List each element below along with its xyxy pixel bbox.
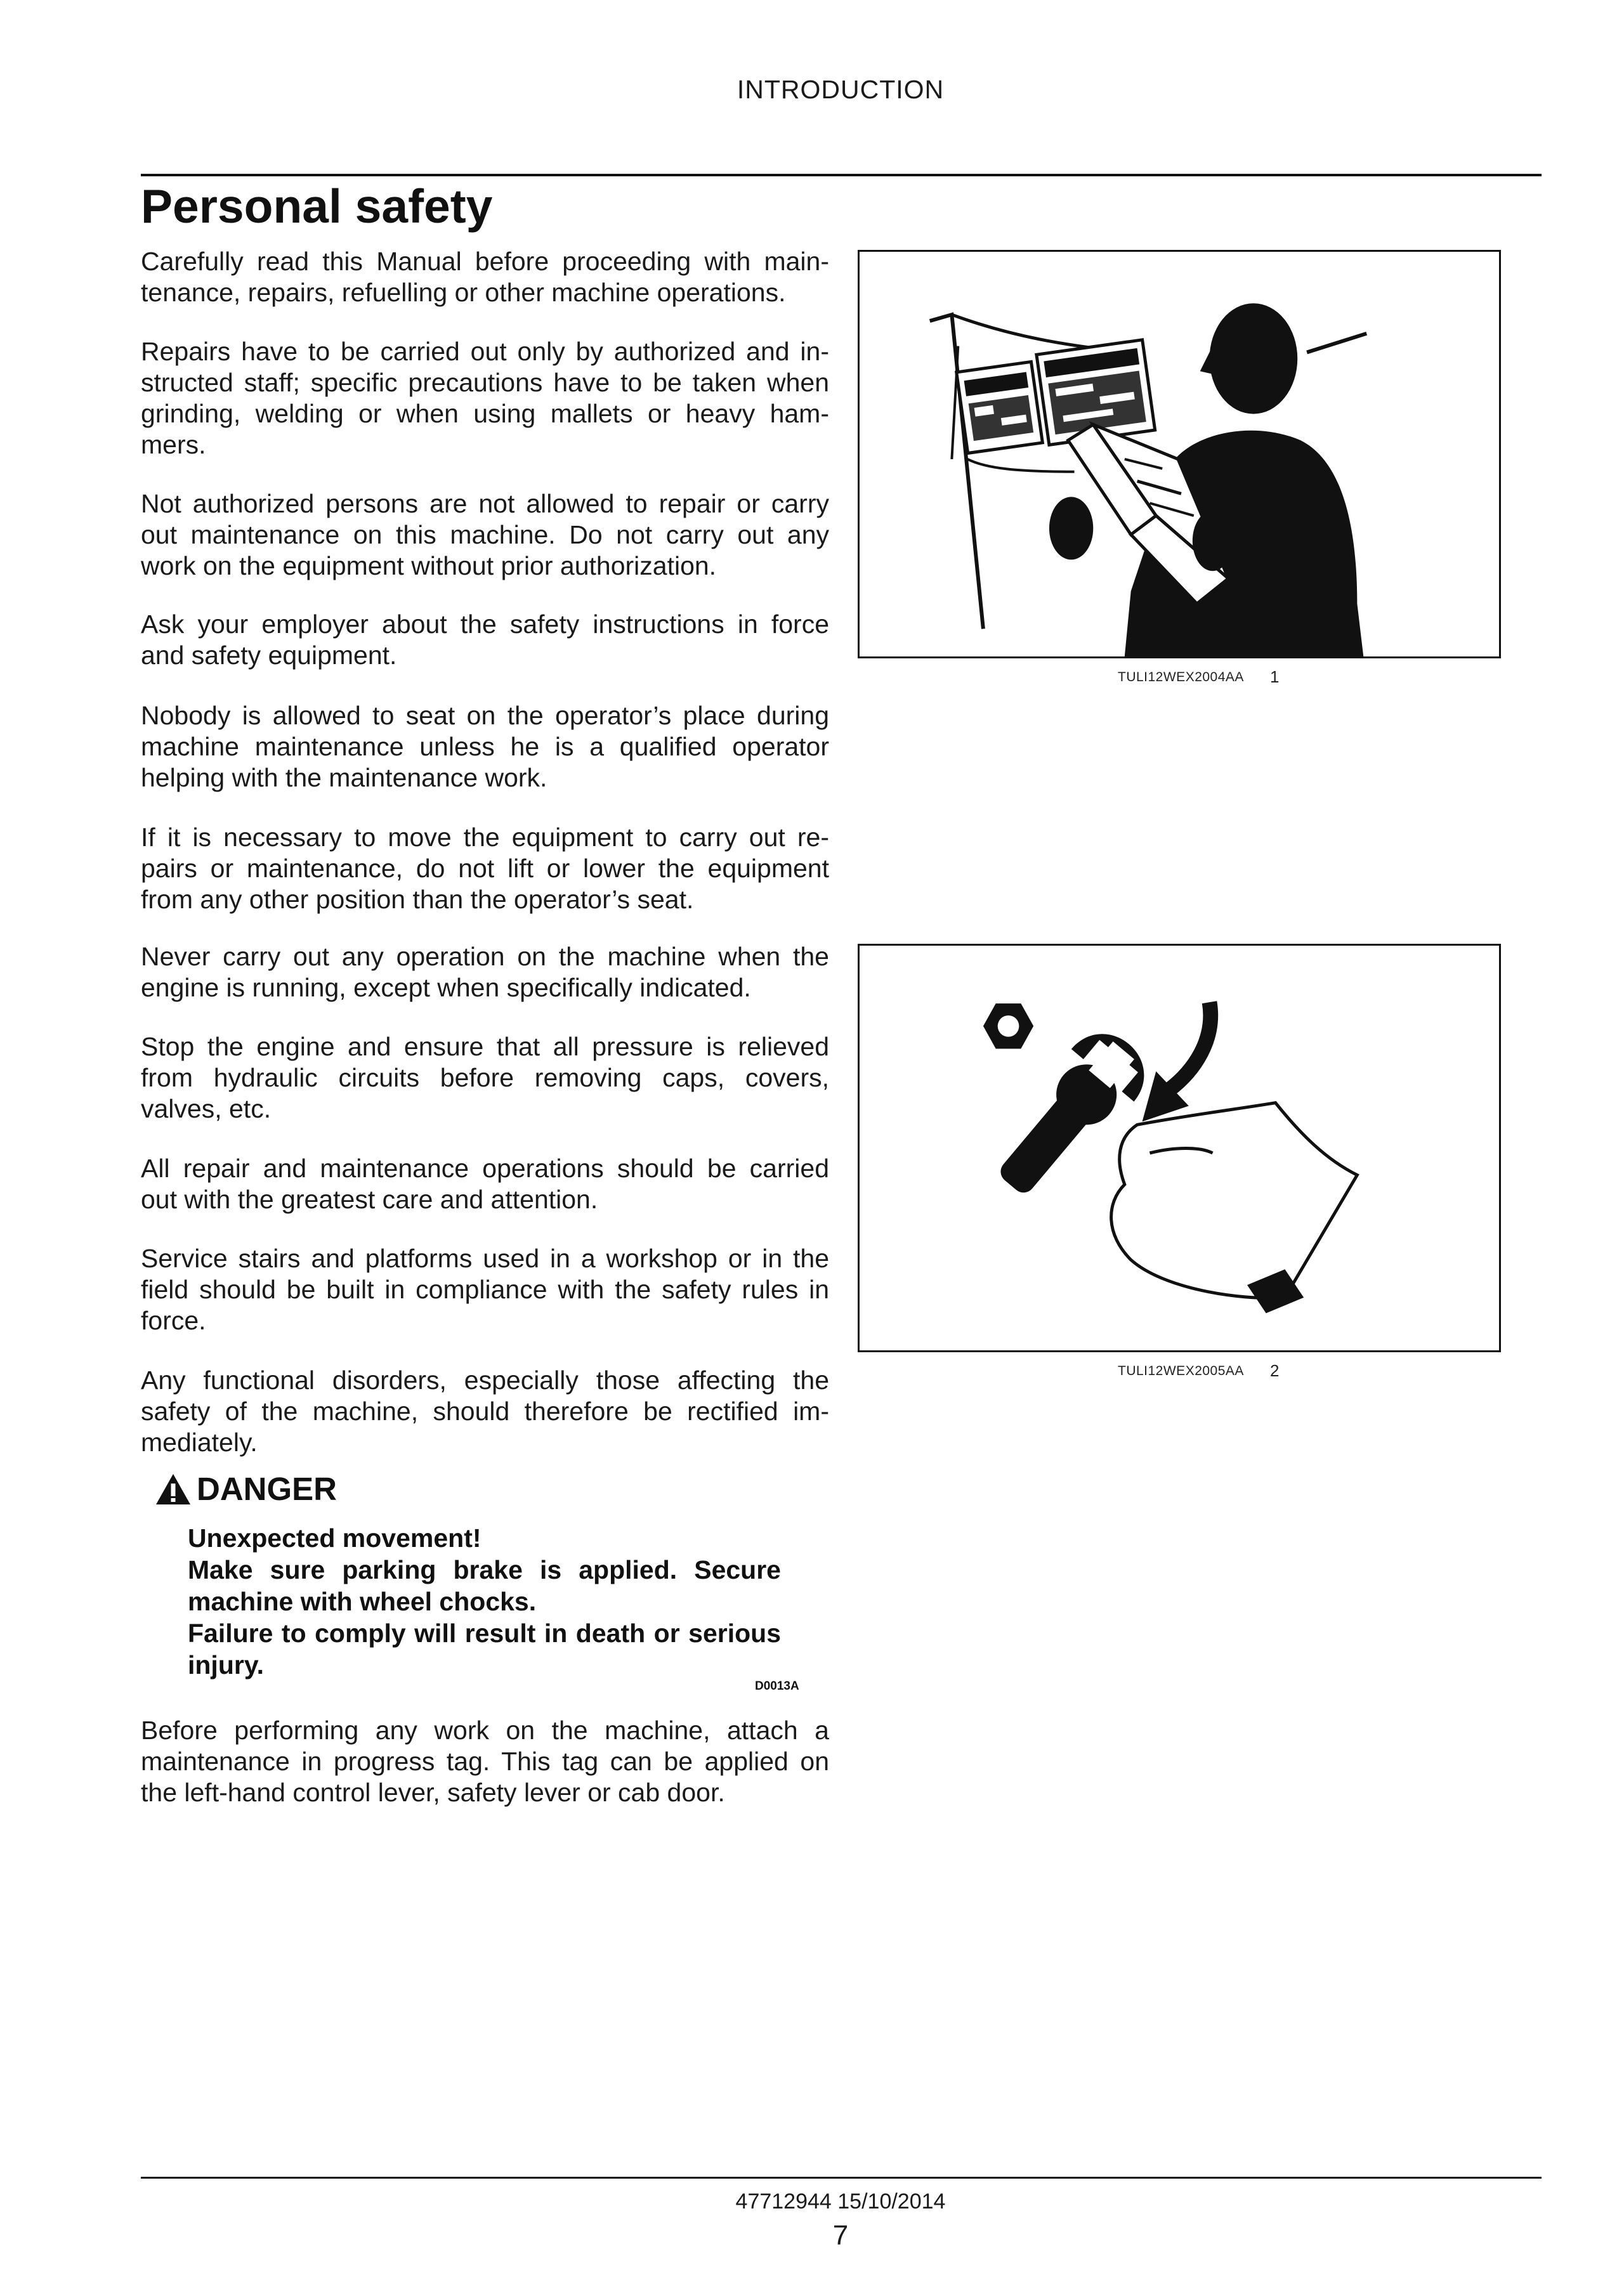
text-line: Before performing any work on the machine, attach a bbox=[141, 1716, 829, 1745]
danger-text-line: Unexpected movement! bbox=[188, 1523, 481, 1553]
text-line: Nobody is allowed to seat on the operator’s place during bbox=[141, 701, 829, 730]
warning-triangle-icon bbox=[155, 1473, 192, 1506]
paragraph-service-stairs bbox=[141, 1243, 829, 1336]
text-line: mediately. bbox=[141, 1428, 258, 1457]
text-line: from hydraulic circuits before removing caps, covers, bbox=[141, 1063, 829, 1092]
figure-1 bbox=[858, 250, 1501, 658]
text-line: All repair and maintenance operations should be carried bbox=[141, 1154, 829, 1183]
figure-2-number: 2 bbox=[1270, 1361, 1280, 1380]
text-line: If it is necessary to move the equipment to carry out re- bbox=[141, 823, 829, 852]
danger-text-line: injury. bbox=[188, 1650, 264, 1680]
header-rule bbox=[141, 174, 1542, 176]
danger-text-line: Failure to comply will result in death or serious bbox=[188, 1619, 781, 1648]
text-line: Service stairs and platforms used in a workshop or in the bbox=[141, 1244, 829, 1273]
figure-2 bbox=[858, 944, 1501, 1352]
danger-title: DANGER bbox=[197, 1471, 337, 1507]
danger-code: D0013A bbox=[755, 1680, 799, 1693]
danger-heading bbox=[155, 1470, 337, 1508]
person-reading-manual-icon bbox=[860, 252, 1499, 656]
text-line: field should be built in compliance with the safety rules in bbox=[141, 1275, 829, 1304]
figure-1-id: TULI12WEX2004AA bbox=[1118, 670, 1244, 684]
danger-text-line: Make sure parking brake is applied. Secure bbox=[188, 1555, 781, 1584]
text-line: Any functional disorders, especially those affecting the bbox=[141, 1366, 829, 1395]
danger-text-line: machine with wheel chocks. bbox=[188, 1587, 537, 1616]
text-line: Stop the engine and ensure that all pressure is relieved bbox=[141, 1032, 829, 1061]
text-line: engine is running, except when specifically indicated. bbox=[141, 973, 751, 1002]
text-line: mers. bbox=[141, 430, 206, 459]
paragraph-employer bbox=[141, 609, 829, 671]
text-line: structed staff; specific precautions have to be taken when bbox=[141, 368, 829, 397]
text-line: Ask your employer about the safety instructions in force bbox=[141, 610, 829, 639]
paragraph-care-attention bbox=[141, 1153, 829, 1215]
footer-rule bbox=[141, 2177, 1542, 2179]
text-line: tenance, repairs, refuelling or other machine operations. bbox=[141, 278, 786, 307]
text-line: out with the greatest care and attention. bbox=[141, 1185, 598, 1214]
text-line: pairs or maintenance, do not lift or lower the equipment bbox=[141, 854, 829, 883]
paragraph-authorized-staff bbox=[141, 336, 829, 460]
text-line: helping with the maintenance work. bbox=[141, 763, 547, 792]
paragraph-move-equipment bbox=[141, 822, 829, 915]
paragraph-engine-running bbox=[141, 941, 829, 1003]
text-line: from any other position than the operator’s seat. bbox=[141, 885, 694, 914]
text-line: valves, etc. bbox=[141, 1094, 272, 1123]
figure-2-id: TULI12WEX2005AA bbox=[1118, 1364, 1244, 1378]
text-line: grinding, welding or when using mallets or heavy ham- bbox=[141, 399, 829, 428]
text-line: and safety equipment. bbox=[141, 641, 397, 670]
paragraph-operator-seat bbox=[141, 700, 829, 793]
text-line: Never carry out any operation on the machine when the bbox=[141, 942, 829, 971]
text-line: machine maintenance unless he is a qualified operator bbox=[141, 732, 829, 761]
gloved-hand-wrench-icon bbox=[860, 946, 1499, 1350]
paragraph-relieve-pressure bbox=[141, 1031, 829, 1125]
page-title: Personal safety bbox=[141, 179, 493, 233]
text-line: safety of the machine, should therefore be rectified im- bbox=[141, 1397, 829, 1426]
text-line: Carefully read this Manual before proceeding with main- bbox=[141, 247, 829, 276]
figure-1-number: 1 bbox=[1270, 667, 1280, 686]
text-line: maintenance in progress tag. This tag can be applied on bbox=[141, 1747, 829, 1776]
paragraph-maintenance-tag bbox=[141, 1715, 829, 1808]
text-line: Repairs have to be carried out only by authorized and in- bbox=[141, 337, 829, 366]
text-line: the left-hand control lever, safety lever or cab door. bbox=[141, 1778, 725, 1807]
footer-document-id: 47712944 15/10/2014 bbox=[735, 2189, 946, 2214]
page-number: 7 bbox=[832, 2220, 849, 2251]
text-line: Not authorized persons are not allowed to repair or carry bbox=[141, 489, 829, 518]
paragraph-unauthorized-persons bbox=[141, 488, 829, 582]
paragraph-read-manual bbox=[141, 246, 829, 308]
text-line: force. bbox=[141, 1306, 206, 1335]
text-line: out maintenance on this machine. Do not carry out any bbox=[141, 520, 829, 549]
text-line: work on the equipment without prior authorization. bbox=[141, 551, 717, 580]
paragraph-functional-disorders bbox=[141, 1365, 829, 1458]
running-header: INTRODUCTION bbox=[737, 75, 945, 104]
